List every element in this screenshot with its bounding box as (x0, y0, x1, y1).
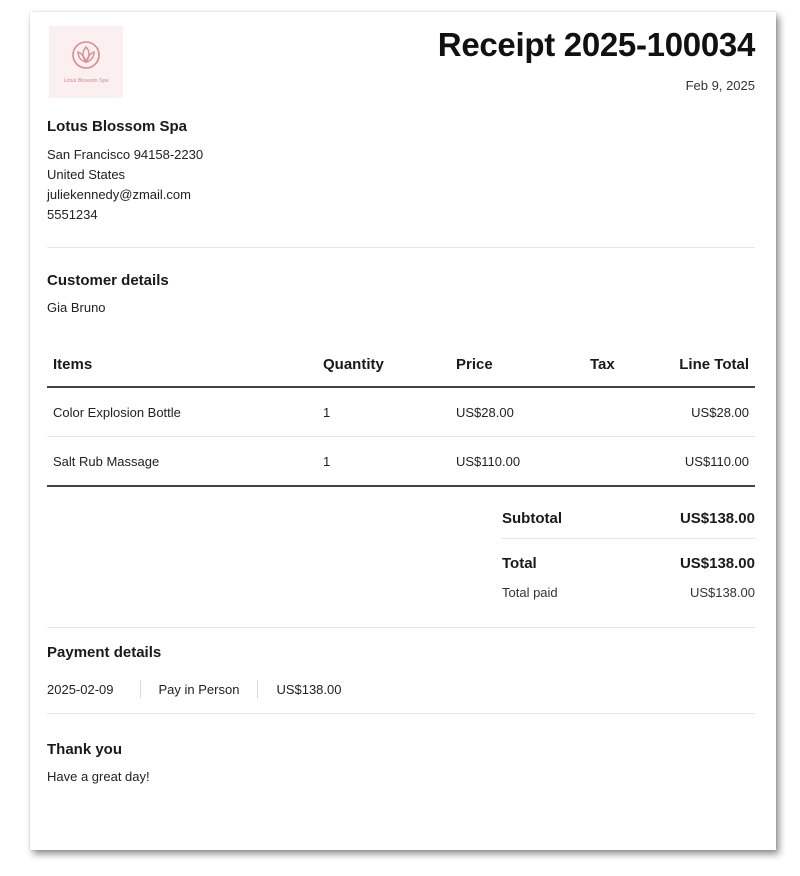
divider (47, 627, 755, 628)
item-line-total: US$110.00 (660, 437, 755, 487)
item-name: Color Explosion Bottle (47, 387, 323, 437)
customer-name: Gia Bruno (47, 300, 106, 315)
col-items-header: Items (47, 342, 323, 387)
receipt-title: Receipt 2025-100034 (437, 26, 755, 63)
payment-row (47, 680, 342, 698)
table-header-row (47, 342, 755, 387)
logo-text: Lotus Blossom Spa (63, 78, 109, 84)
separator (257, 680, 258, 698)
item-quantity: 1 (323, 437, 456, 487)
item-name: Salt Rub Massage (47, 437, 323, 487)
business-address: San Francisco 94158-2230 (47, 147, 204, 162)
thank-you-title: Thank you (47, 741, 123, 758)
divider (47, 247, 755, 248)
totals-block (502, 508, 755, 608)
item-tax (590, 437, 660, 487)
table-row (47, 437, 755, 487)
item-price: US$28.00 (456, 387, 590, 437)
separator (140, 680, 141, 698)
receipt-sheet (30, 12, 776, 850)
business-email: juliekennedy@zmail.com (47, 187, 191, 202)
business-logo (49, 26, 123, 98)
col-price-header: Price (456, 342, 590, 387)
total-paid-label: Total paid (502, 585, 558, 600)
payment-date: 2025-02-09 (47, 681, 114, 697)
divider (47, 713, 755, 714)
business-contact (47, 145, 203, 225)
table-row (47, 387, 755, 437)
col-tax-header: Tax (590, 342, 660, 387)
col-line-total-header: Line Total (660, 342, 755, 387)
business-phone: 5551234 (47, 207, 98, 222)
subtotal-label: Subtotal (502, 510, 562, 527)
total-paid-value: US$138.00 (689, 585, 755, 600)
total-value: US$138.00 (679, 555, 755, 572)
receipt-content (47, 12, 755, 850)
item-tax (590, 387, 660, 437)
total-paid-row (502, 585, 755, 600)
item-price: US$110.00 (456, 437, 590, 487)
total-label: Total (502, 555, 537, 572)
receipt-date: Feb 9, 2025 (685, 78, 755, 93)
item-quantity: 1 (323, 387, 456, 437)
business-country: United States (47, 167, 126, 182)
subtotal-row (502, 510, 755, 527)
subtotal-value: US$138.00 (679, 510, 755, 527)
col-quantity-header: Quantity (323, 342, 456, 387)
customer-details-title: Customer details (47, 272, 169, 289)
totals-divider (502, 538, 755, 539)
lotus-icon (71, 40, 101, 70)
thank-you-message: Have a great day! (47, 769, 150, 784)
payment-method: Pay in Person (158, 681, 240, 697)
payment-amount: US$138.00 (276, 681, 342, 697)
items-table (47, 342, 755, 487)
item-line-total: US$28.00 (660, 387, 755, 437)
business-name: Lotus Blossom Spa (47, 118, 188, 135)
payment-details-title: Payment details (47, 644, 162, 661)
total-row (502, 555, 755, 572)
